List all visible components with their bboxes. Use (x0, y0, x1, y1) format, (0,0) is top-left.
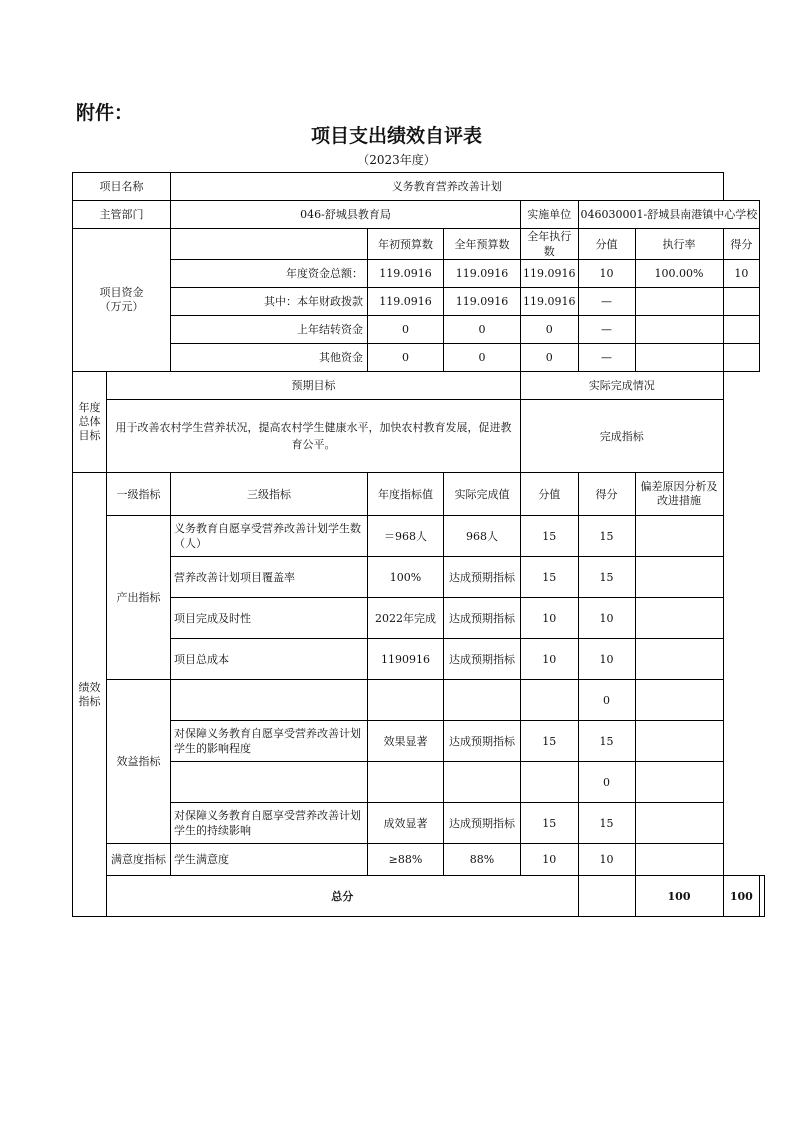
report-year: （2023年度） (357, 153, 436, 167)
funds-row-rate (635, 316, 723, 344)
indicator-target: ≥88% (368, 844, 444, 876)
perf-label: 绩效 指标 (73, 473, 107, 917)
indicator-row (73, 639, 765, 680)
funds-header-blank (171, 229, 368, 260)
satisfaction-label: 满意度指标 (107, 844, 171, 876)
funds-row-annual: 0 (444, 316, 521, 344)
indicator-deviation (635, 803, 723, 844)
perf-header-level3: 三级指标 (171, 473, 368, 516)
dept-row (73, 201, 765, 229)
funds-row-rate: 100.00% (635, 260, 723, 288)
indicator-value: 15 (521, 721, 579, 762)
funds-row (73, 260, 765, 288)
indicator-actual: 达成预期指标 (444, 598, 521, 639)
indicator-row (73, 557, 765, 598)
funds-row-executed: 0 (521, 316, 579, 344)
funds-row-initial: 0 (368, 316, 444, 344)
funds-row (73, 316, 765, 344)
indicator-actual: 达成预期指标 (444, 721, 521, 762)
indicator-name: 项目完成及时性 (171, 598, 368, 639)
funds-row-rate (635, 344, 723, 372)
total-deviation (760, 876, 765, 917)
indicator-value: 10 (521, 844, 579, 876)
indicator-actual: 达成预期指标 (444, 639, 521, 680)
funds-row (73, 344, 765, 372)
indicator-value: 15 (521, 516, 579, 557)
funds-row-annual: 119.0916 (444, 260, 521, 288)
indicator-deviation (635, 516, 723, 557)
indicator-target (368, 762, 444, 803)
indicator-value: 10 (521, 639, 579, 680)
funds-row-score (723, 344, 760, 372)
funds-header-score: 得分 (723, 229, 760, 260)
indicator-actual: 88% (444, 844, 521, 876)
indicator-row (73, 803, 765, 844)
total-row (73, 876, 765, 917)
goal-actual: 完成指标 (521, 400, 724, 473)
goal-content-row (73, 400, 765, 473)
performance-table (72, 172, 765, 917)
perf-header-value: 分值 (521, 473, 579, 516)
indicator-name: 对保障义务教育自愿享受营养改善计划学生的持续影响 (171, 803, 368, 844)
perf-header-actual: 实际完成值 (444, 473, 521, 516)
total-label: 总分 (107, 876, 579, 917)
indicator-actual: 达成预期指标 (444, 803, 521, 844)
funds-row-score: 10 (723, 260, 760, 288)
goal-expected-header: 预期目标 (107, 372, 521, 400)
benefit-label: 效益指标 (107, 680, 171, 844)
funds-row-annual: 0 (444, 344, 521, 372)
funds-row-value: — (578, 288, 635, 316)
goal-label: 年度 总体 目标 (73, 372, 107, 473)
indicator-target: 效果显著 (368, 721, 444, 762)
funds-header-value: 分值 (578, 229, 635, 260)
perf-header-deviation: 偏差原因分析及改进措施 (635, 473, 723, 516)
funds-label: 项目资金 （万元） (73, 229, 171, 372)
funds-row-executed: 0 (521, 344, 579, 372)
indicator-deviation (635, 598, 723, 639)
indicator-deviation (635, 762, 723, 803)
indicator-target: 1190916 (368, 639, 444, 680)
indicator-score: 15 (578, 516, 635, 557)
indicator-row (73, 680, 765, 721)
indicator-score: 10 (578, 844, 635, 876)
funds-header-annual: 全年预算数 (444, 229, 521, 260)
goal-expected: 用于改善农村学生营养状况，提高农村学生健康水平，加快农村教育发展，促进教育公平。 (107, 400, 521, 473)
funds-header-row (73, 229, 765, 260)
indicator-value (521, 680, 579, 721)
funds-header-executed: 全年执行数 (521, 229, 579, 260)
perf-header-row (73, 473, 765, 516)
funds-header-initial: 年初预算数 (368, 229, 444, 260)
impl-value: 046030001-舒城县南港镇中心学校 (578, 201, 760, 229)
funds-row-rate (635, 288, 723, 316)
indicator-deviation (635, 639, 723, 680)
indicator-name: 营养改善计划项目覆盖率 (171, 557, 368, 598)
total-actual (578, 876, 635, 917)
dept-label: 主管部门 (73, 201, 171, 229)
total-value: 100 (635, 876, 723, 917)
indicator-row (73, 516, 765, 557)
indicator-actual: 968人 (444, 516, 521, 557)
indicator-actual: 达成预期指标 (444, 557, 521, 598)
perf-header-level1: 一级指标 (107, 473, 171, 516)
indicator-deviation (635, 844, 723, 876)
funds-row-executed: 119.0916 (521, 260, 579, 288)
indicator-deviation (635, 680, 723, 721)
indicator-name (171, 680, 368, 721)
indicator-value: 10 (521, 598, 579, 639)
output-label: 产出指标 (107, 516, 171, 680)
indicator-target: 成效显著 (368, 803, 444, 844)
indicator-name: 对保障义务教育自愿享受营养改善计划学生的影响程度 (171, 721, 368, 762)
indicator-target (368, 680, 444, 721)
indicator-score: 15 (578, 557, 635, 598)
attachment-label: 附件： (76, 102, 134, 124)
indicator-target: 100% (368, 557, 444, 598)
dept-value: 046-舒城县教育局 (171, 201, 521, 229)
funds-header-rate: 执行率 (635, 229, 723, 260)
funds-row-name: 年度资金总额： (171, 260, 368, 288)
funds-row-score (723, 288, 760, 316)
funds-row-initial: 0 (368, 344, 444, 372)
funds-row-value: 10 (578, 260, 635, 288)
funds-row-name: 其他资金 (171, 344, 368, 372)
indicator-name: 学生满意度 (171, 844, 368, 876)
goal-actual-header: 实际完成情况 (521, 372, 724, 400)
indicator-name: 义务教育自愿享受营养改善计划学生数（人） (171, 516, 368, 557)
page-title: 项目支出绩效自评表 (310, 125, 482, 147)
perf-header-score: 得分 (578, 473, 635, 516)
indicator-deviation (635, 557, 723, 598)
indicator-row (73, 844, 765, 876)
indicator-target: 2022年完成 (368, 598, 444, 639)
funds-row-initial: 119.0916 (368, 260, 444, 288)
indicator-score: 0 (578, 680, 635, 721)
indicator-name: 项目总成本 (171, 639, 368, 680)
indicator-score: 0 (578, 762, 635, 803)
funds-row-annual: 119.0916 (444, 288, 521, 316)
funds-row-executed: 119.0916 (521, 288, 579, 316)
indicator-score: 10 (578, 639, 635, 680)
goal-header-row (73, 372, 765, 400)
impl-label: 实施单位 (521, 201, 579, 229)
funds-row-value: — (578, 344, 635, 372)
indicator-score: 15 (578, 803, 635, 844)
indicator-row (73, 721, 765, 762)
total-score: 100 (723, 876, 760, 917)
project-label: 项目名称 (73, 173, 171, 201)
funds-row-name: 上年结转资金 (171, 316, 368, 344)
indicator-value: 15 (521, 557, 579, 598)
funds-row-name: 其中：本年财政拨款 (171, 288, 368, 316)
funds-row-initial: 119.0916 (368, 288, 444, 316)
indicator-score: 10 (578, 598, 635, 639)
indicator-target: ＝968人 (368, 516, 444, 557)
funds-row (73, 288, 765, 316)
indicator-name (171, 762, 368, 803)
funds-row-score (723, 316, 760, 344)
project-row (73, 173, 765, 201)
indicator-value: 15 (521, 803, 579, 844)
indicator-deviation (635, 721, 723, 762)
funds-row-value: — (578, 316, 635, 344)
indicator-row (73, 598, 765, 639)
indicator-actual (444, 762, 521, 803)
indicator-score: 15 (578, 721, 635, 762)
indicator-value (521, 762, 579, 803)
indicator-actual (444, 680, 521, 721)
perf-header-target: 年度指标值 (368, 473, 444, 516)
indicator-row (73, 762, 765, 803)
project-value: 义务教育营养改善计划 (171, 173, 724, 201)
